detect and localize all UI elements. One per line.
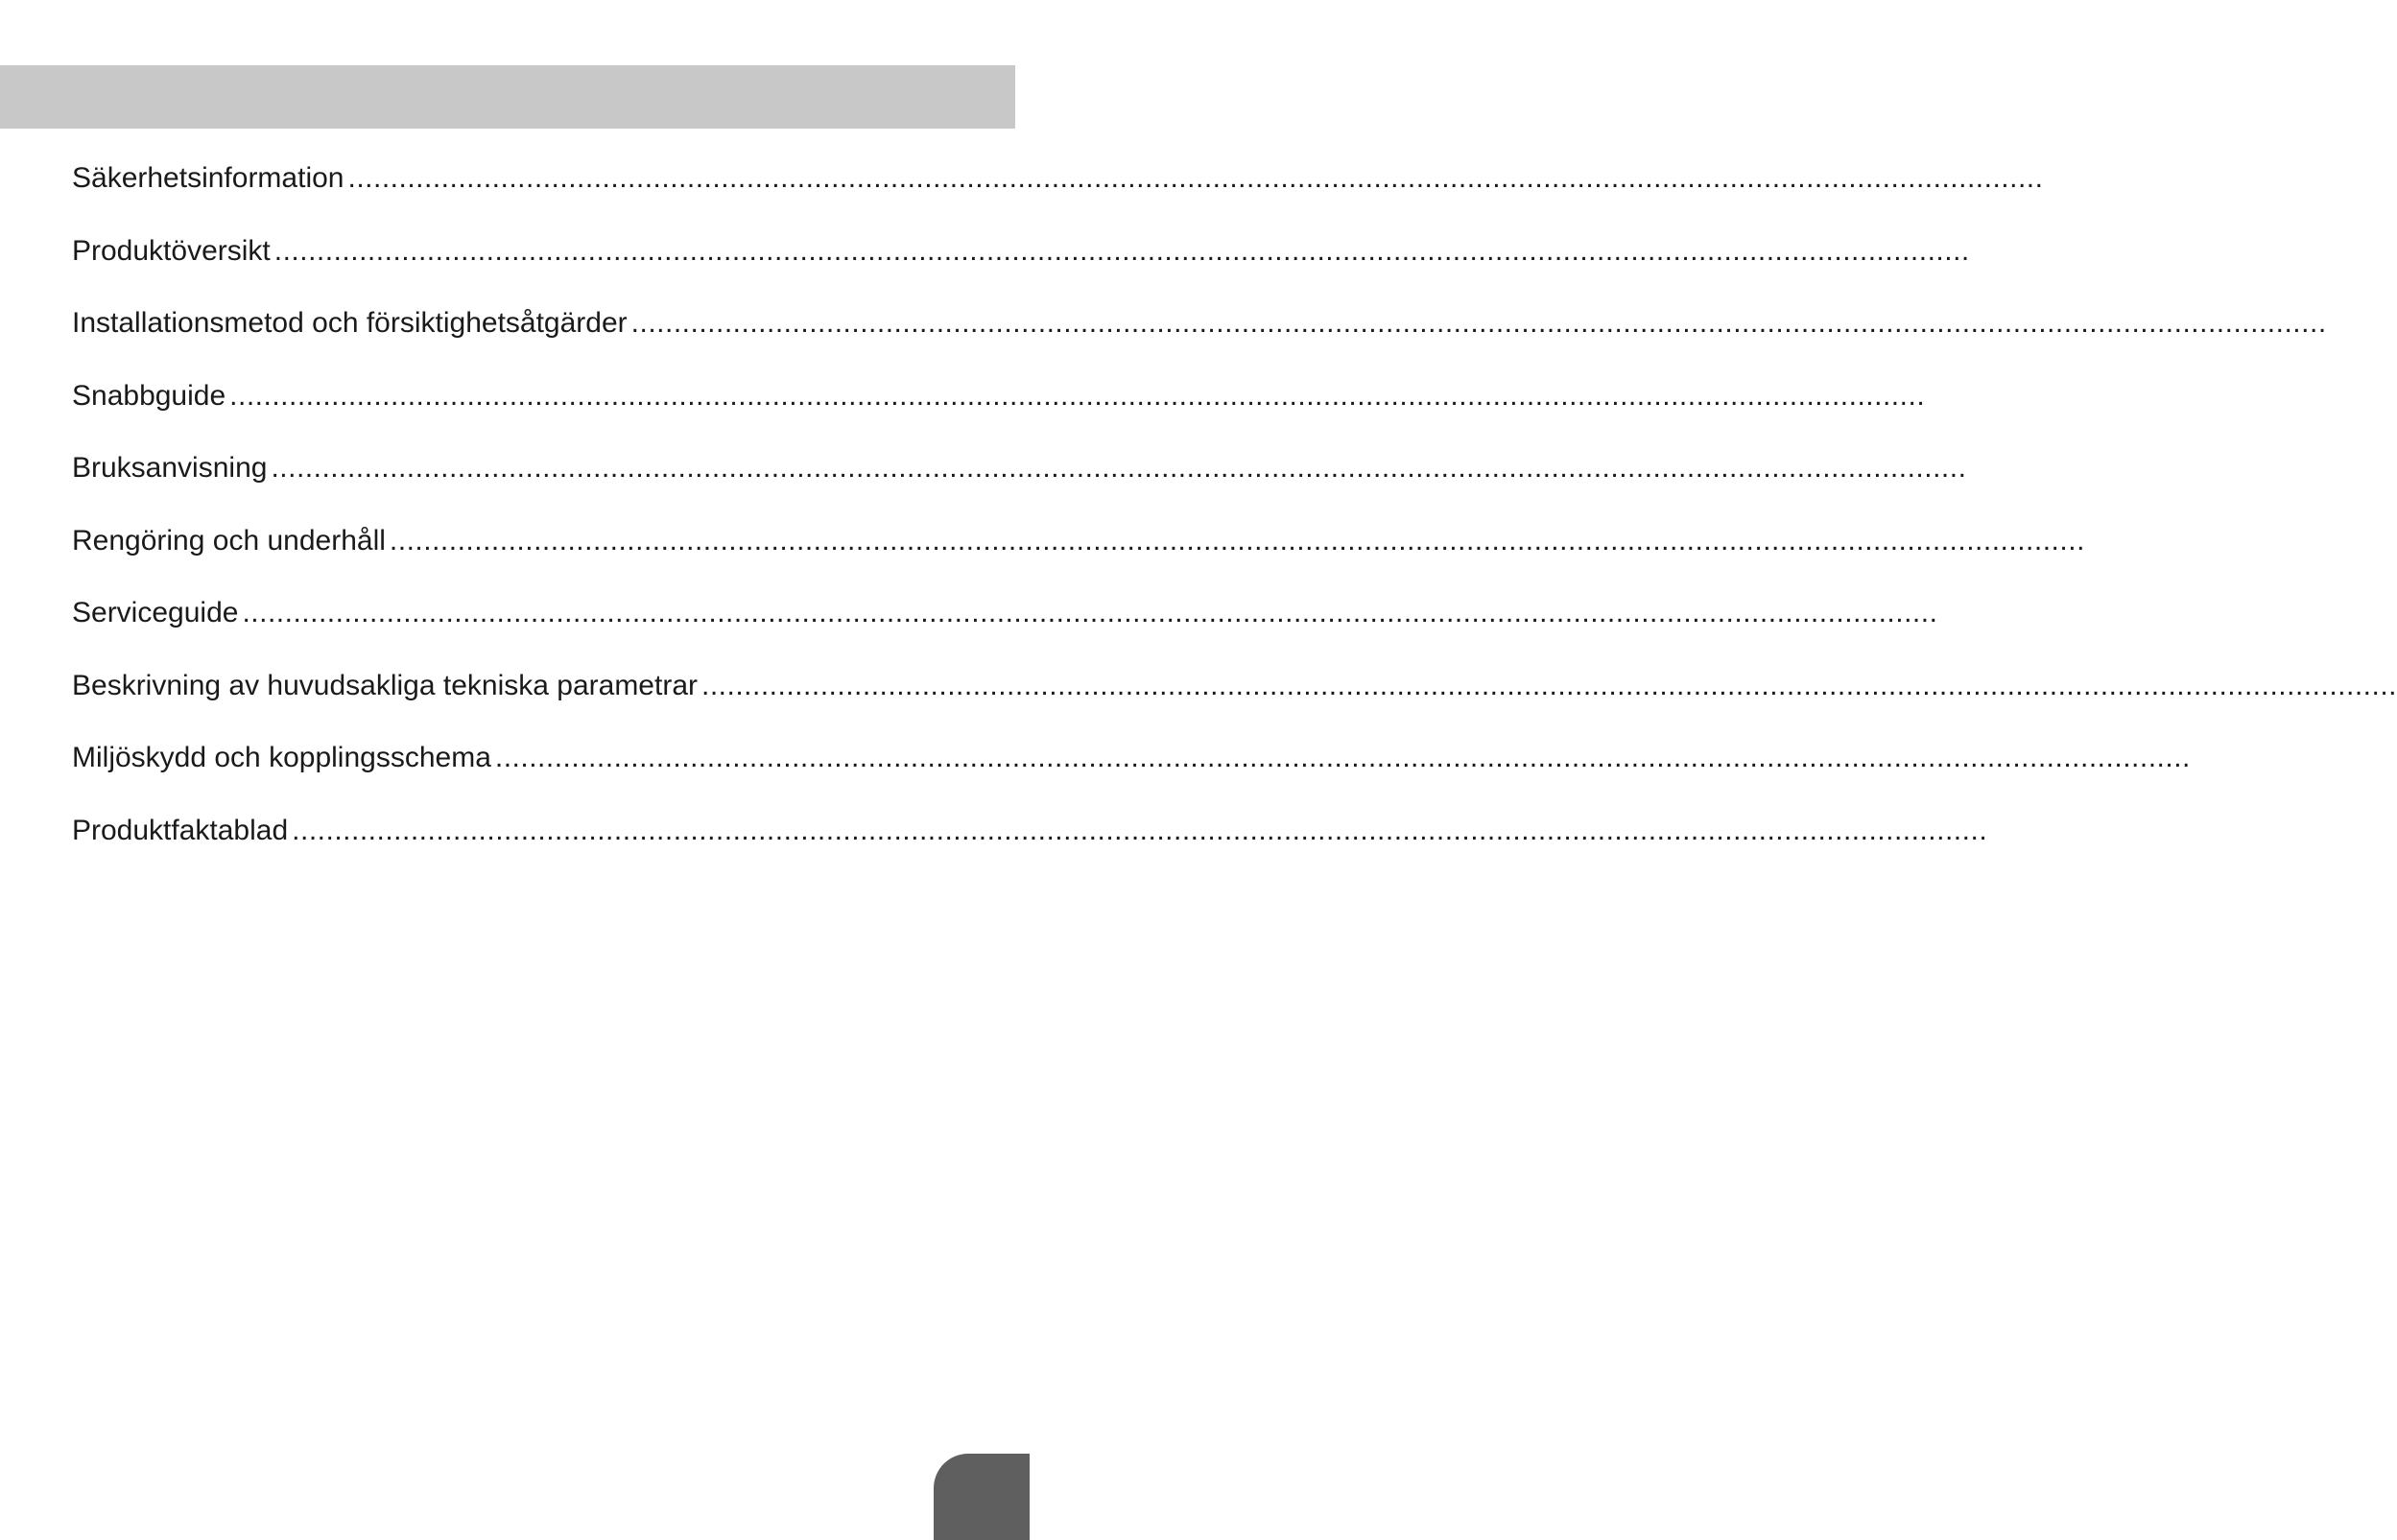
toc-entry[interactable] [72, 663, 2397, 736]
toc-dot-leader: ........................................................................................................................................................................................................ [347, 162, 2044, 194]
toc-entry[interactable] [72, 518, 2085, 591]
toc-entry-title: Produktfaktablad [72, 814, 289, 846]
table-of-contents [72, 155, 2397, 880]
toc-entry[interactable] [72, 590, 1938, 663]
toc-entry[interactable] [72, 155, 2044, 228]
toc-entry-title: Produktöversikt [72, 234, 271, 267]
toc-entry[interactable] [72, 445, 1967, 518]
toc-entry[interactable] [72, 300, 2327, 373]
toc-entry[interactable] [72, 808, 1988, 881]
toc-entry-title: Bruksanvisning [72, 452, 268, 484]
toc-dot-leader: ........................................................................................................................................................................................................ [229, 379, 1926, 412]
toc-entry-title: Installationsmetod och försiktighetsåtgärder [72, 307, 628, 339]
toc-entry-title: Miljöskydd och kopplingsschema [72, 742, 491, 773]
toc-dot-leader: ........................................................................................................................................................................................................ [273, 234, 1970, 267]
toc-entry[interactable] [72, 228, 1970, 301]
toc-entry-title: Serviceguide [72, 597, 239, 628]
toc-dot-leader: ........................................................................................................................................................................................................ [701, 669, 2397, 701]
toc-entry-title: Beskrivning av huvudsakliga tekniska parametrar [72, 669, 698, 701]
page-number-tab [934, 1454, 1030, 1540]
toc-dot-leader: ........................................................................................................................................................................................................ [271, 452, 1967, 484]
header-band [0, 65, 1015, 129]
toc-entry-title: Snabbguide [72, 379, 226, 412]
toc-entry-title: Säkerhetsinformation [72, 162, 344, 194]
toc-entry-title: Rengöring och underhåll [72, 524, 386, 557]
toc-dot-leader: ........................................................................................................................................................................................................ [389, 524, 2085, 557]
toc-dot-leader: ........................................................................................................................................................................................................ [292, 814, 1988, 846]
toc-dot-leader: ........................................................................................................................................................................................................ [242, 597, 1938, 628]
toc-dot-leader: ........................................................................................................................................................................................................ [494, 742, 2191, 773]
toc-dot-leader: ........................................................................................................................................................................................................ [630, 307, 2327, 339]
toc-entry[interactable] [72, 735, 2191, 808]
toc-entry[interactable] [72, 373, 1926, 446]
